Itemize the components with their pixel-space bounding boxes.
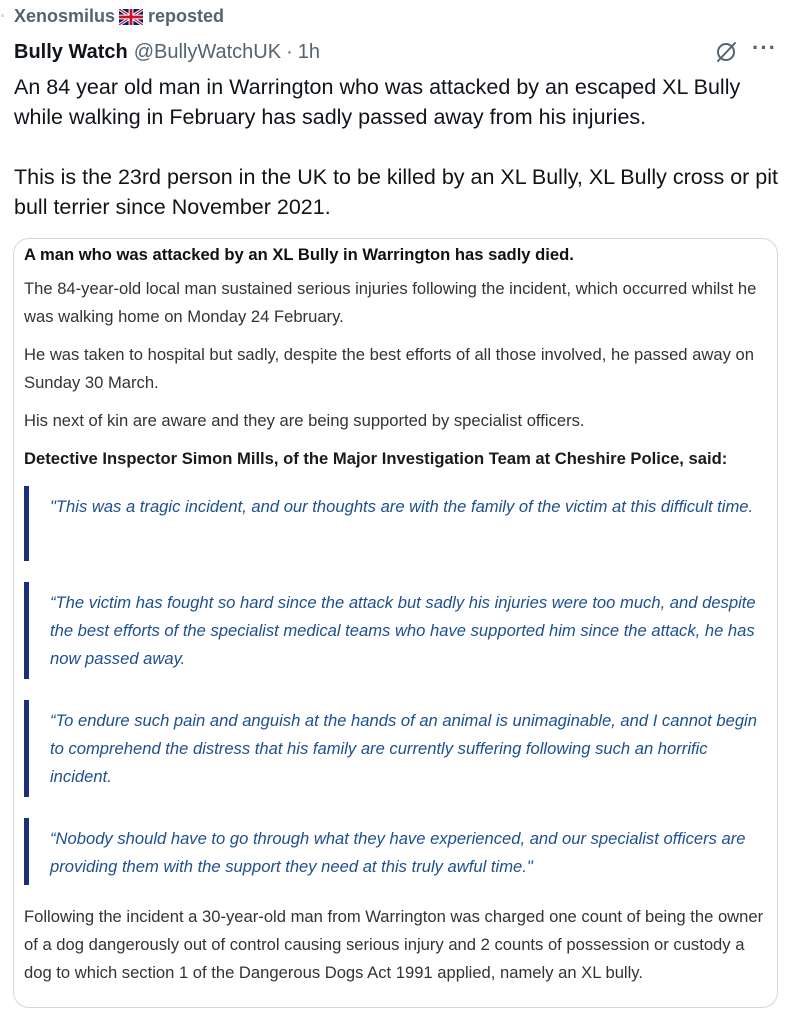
quote-text: “Nobody should have to go through what they have experienced, and our specialist officers are providing them with the support they need at this truly awful time." xyxy=(50,829,746,876)
quote-text: “The victim has fought so hard since the attack but sadly his injuries were too much, and despite the best efforts of the specialist medical teams who have supported him since the attack, he has now passed away. xyxy=(50,593,756,668)
author-name[interactable]: Bully Watch xyxy=(14,40,128,63)
more-options-icon[interactable]: ··· xyxy=(752,35,777,60)
repost-user-name[interactable]: Xenosmilus xyxy=(14,6,116,26)
author-handle[interactable]: @BullyWatchUK xyxy=(133,40,282,63)
uk-flag-icon xyxy=(119,9,143,25)
attached-image[interactable] xyxy=(13,238,778,1008)
article-attribution: Detective Inspector Simon Mills, of the Major Investigation Team at Cheshire Police, said: xyxy=(24,449,728,468)
blockquote xyxy=(24,697,769,805)
blockquote xyxy=(24,483,769,569)
quote-text: “To endure such pain and anguish at the hands of an animal is unimaginable, and I cannot begin to comprehend the distress that his family are currently suffering following such an horrific incident. xyxy=(50,711,757,786)
tweet-timestamp[interactable]: 1h xyxy=(297,40,321,63)
article-headline: A man who was attacked by an XL Bully in Warrington has sadly died. xyxy=(24,245,574,264)
article-paragraph: The 84-year-old local man sustained serious injuries following the incident, which occurred whilst he was walking home on Monday 24 February. xyxy=(24,279,757,326)
tweet-paragraph: An 84 year old man in Warrington who was attacked by an escaped XL Bully while walking in February has sadly passed away from his injuries. xyxy=(14,75,741,129)
blockquote xyxy=(24,579,769,687)
thread-line: · xyxy=(0,6,6,26)
article-paragraph: Following the incident a 30-year-old man from Warrington was charged one count of being the owner of a dog dangerously out of control causing serious injury and 2 counts of possession or custody a dog to which section 1 of the Dangerous Dogs Act 1991 applied, namely an XL bully. xyxy=(24,907,764,982)
repost-label: reposted xyxy=(148,6,225,26)
article-screenshot xyxy=(24,241,769,997)
tweet-header xyxy=(14,35,777,64)
repost-indicator[interactable] xyxy=(0,6,224,27)
quote-text: "This was a tragic incident, and our thoughts are with the family of the victim at this difficult time. xyxy=(50,497,754,516)
grok-icon[interactable] xyxy=(714,40,738,64)
article-paragraph: He was taken to hospital but sadly, despite the best efforts of all those involved, he passed away on Sunday 30 March. xyxy=(24,345,754,392)
blockquote xyxy=(24,815,769,893)
tweet-paragraph: This is the 23rd person in the UK to be killed by an XL Bully, XL Bully cross or pit bull terrier since November 2021. xyxy=(14,165,779,219)
header-separator: · xyxy=(286,40,293,63)
article-paragraph: His next of kin are aware and they are being supported by specialist officers. xyxy=(24,411,585,430)
tweet-body xyxy=(14,72,784,222)
